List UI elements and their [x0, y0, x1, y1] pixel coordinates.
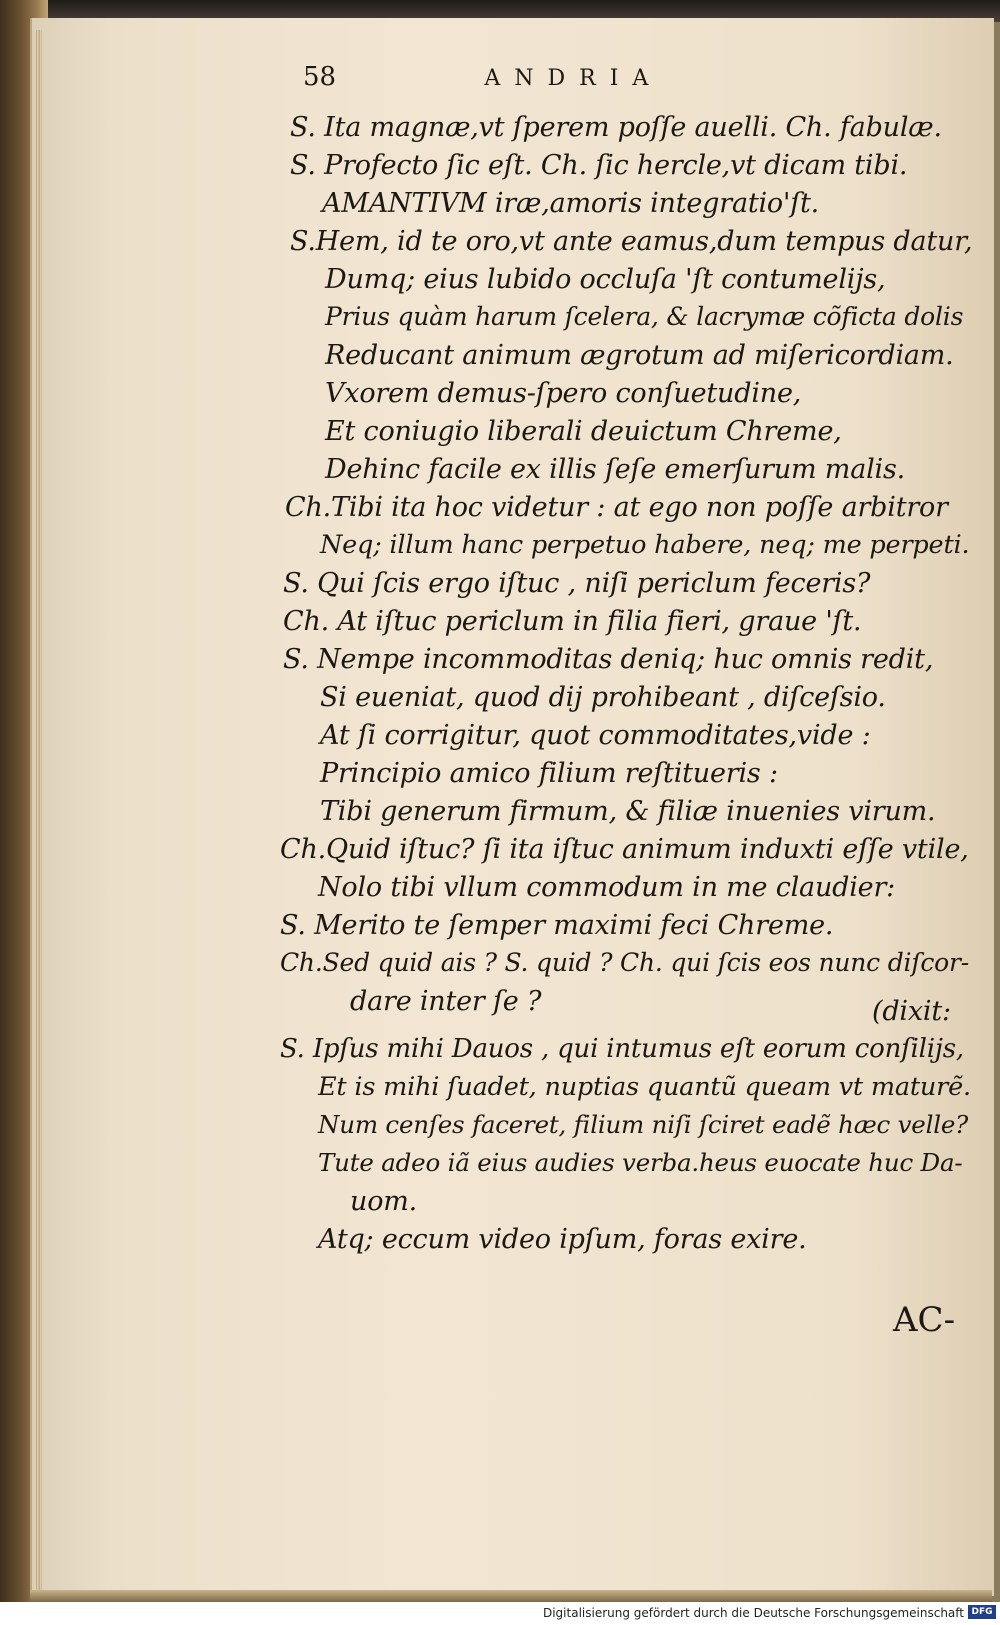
running-header [303, 62, 662, 92]
text-line: Prius quàm harum ſcelera, & lacrymæ cõficta dolis [325, 302, 964, 331]
digitization-footer [0, 1602, 1000, 1625]
text-line: Num cenſes faceret, filium niſi ſciret eadẽ hæc velle? [318, 1110, 969, 1139]
catchword: AC- [893, 1300, 956, 1340]
text-line: S. Merito te ſemper maximi feci Chreme. [280, 910, 834, 941]
text-line: Tute adeo iã eius audies verba.heus euocate huc Da- [318, 1148, 963, 1177]
text-line: Ch.Tibi ita hoc videtur : at ego non poſſe arbitror [285, 492, 948, 523]
text-line: S. Ipſus mihi Dauos , qui intumus eſt eorum conſilijs, [280, 1034, 964, 1064]
funding-credit: Digitalisierung gefördert durch die Deutsche Forschungsgemeinschaft [542, 1606, 964, 1620]
text-line: Dumq; eius lubido occluſa 'ſt contumelijs, [325, 264, 886, 295]
text-line: S.Hem, id te oro,vt ante eamus,dum tempus datur, [290, 226, 973, 257]
text-line: Si eueniat, quod dij prohibeant , diſceſsio. [320, 682, 886, 713]
text-line: Vxorem demus-ſpero conſuetudine, [325, 378, 802, 409]
text-line: At ſi corrigitur, quot commoditates,vide : [320, 720, 871, 751]
text-line: Neq; illum hanc perpetuo habere, neq; me perpeti. [320, 530, 970, 560]
text-line: Atq; eccum video ipſum, foras exire. [318, 1224, 807, 1255]
page-number: 58 [303, 62, 337, 92]
text-line: Ch. At iſtuc periclum in filia fieri, graue 'ſt. [283, 606, 862, 637]
text-line: Reducant animum ægrotum ad miſericordiam. [325, 340, 954, 371]
dfg-logo: DFG [968, 1605, 996, 1619]
text-line: S. Ita magnæ,vt ſperem poſſe auelli. Ch. fabulæ. [290, 112, 942, 143]
text-line: (dixit: [872, 996, 951, 1027]
text-line: dare inter ſe ? [350, 986, 542, 1017]
text-line: Principio amico filium reſtitueris : [320, 758, 778, 789]
running-title: ANDRIA [484, 66, 663, 91]
text-line: Et coniugio liberali deuictum Chreme, [325, 416, 842, 447]
text-line: S. Qui ſcis ergo iſtuc , niſi periclum feceris? [283, 568, 871, 599]
text-line: Dehinc facile ex illis ſeſe emerſurum malis. [325, 454, 906, 485]
text-line: Et is mihi ſuadet, nuptias quantũ queam vt maturẽ. [318, 1072, 971, 1102]
text-line: Tibi generum firmum, & filiæ inuenies virum. [320, 796, 936, 827]
text-line: S. Nempe incommoditas deniq; huc omnis redit, [283, 644, 934, 675]
text-line: Ch.Quid iſtuc? ſi ita iſtuc animum induxti eſſe vtile, [280, 834, 969, 865]
text-line: AMANTIVM iræ,amoris integratio'ſt. [322, 188, 820, 219]
text-line: S. Profecto ſic eſt. Ch. ſic hercle,vt dicam tibi. [290, 150, 908, 181]
text-line: uom. [350, 1186, 418, 1217]
text-line: Nolo tibi vllum commodum in me claudier: [318, 872, 896, 903]
text-line: Ch.Sed quid ais ? S. quid ? Ch. qui ſcis eos nunc diſcor- [280, 948, 970, 977]
